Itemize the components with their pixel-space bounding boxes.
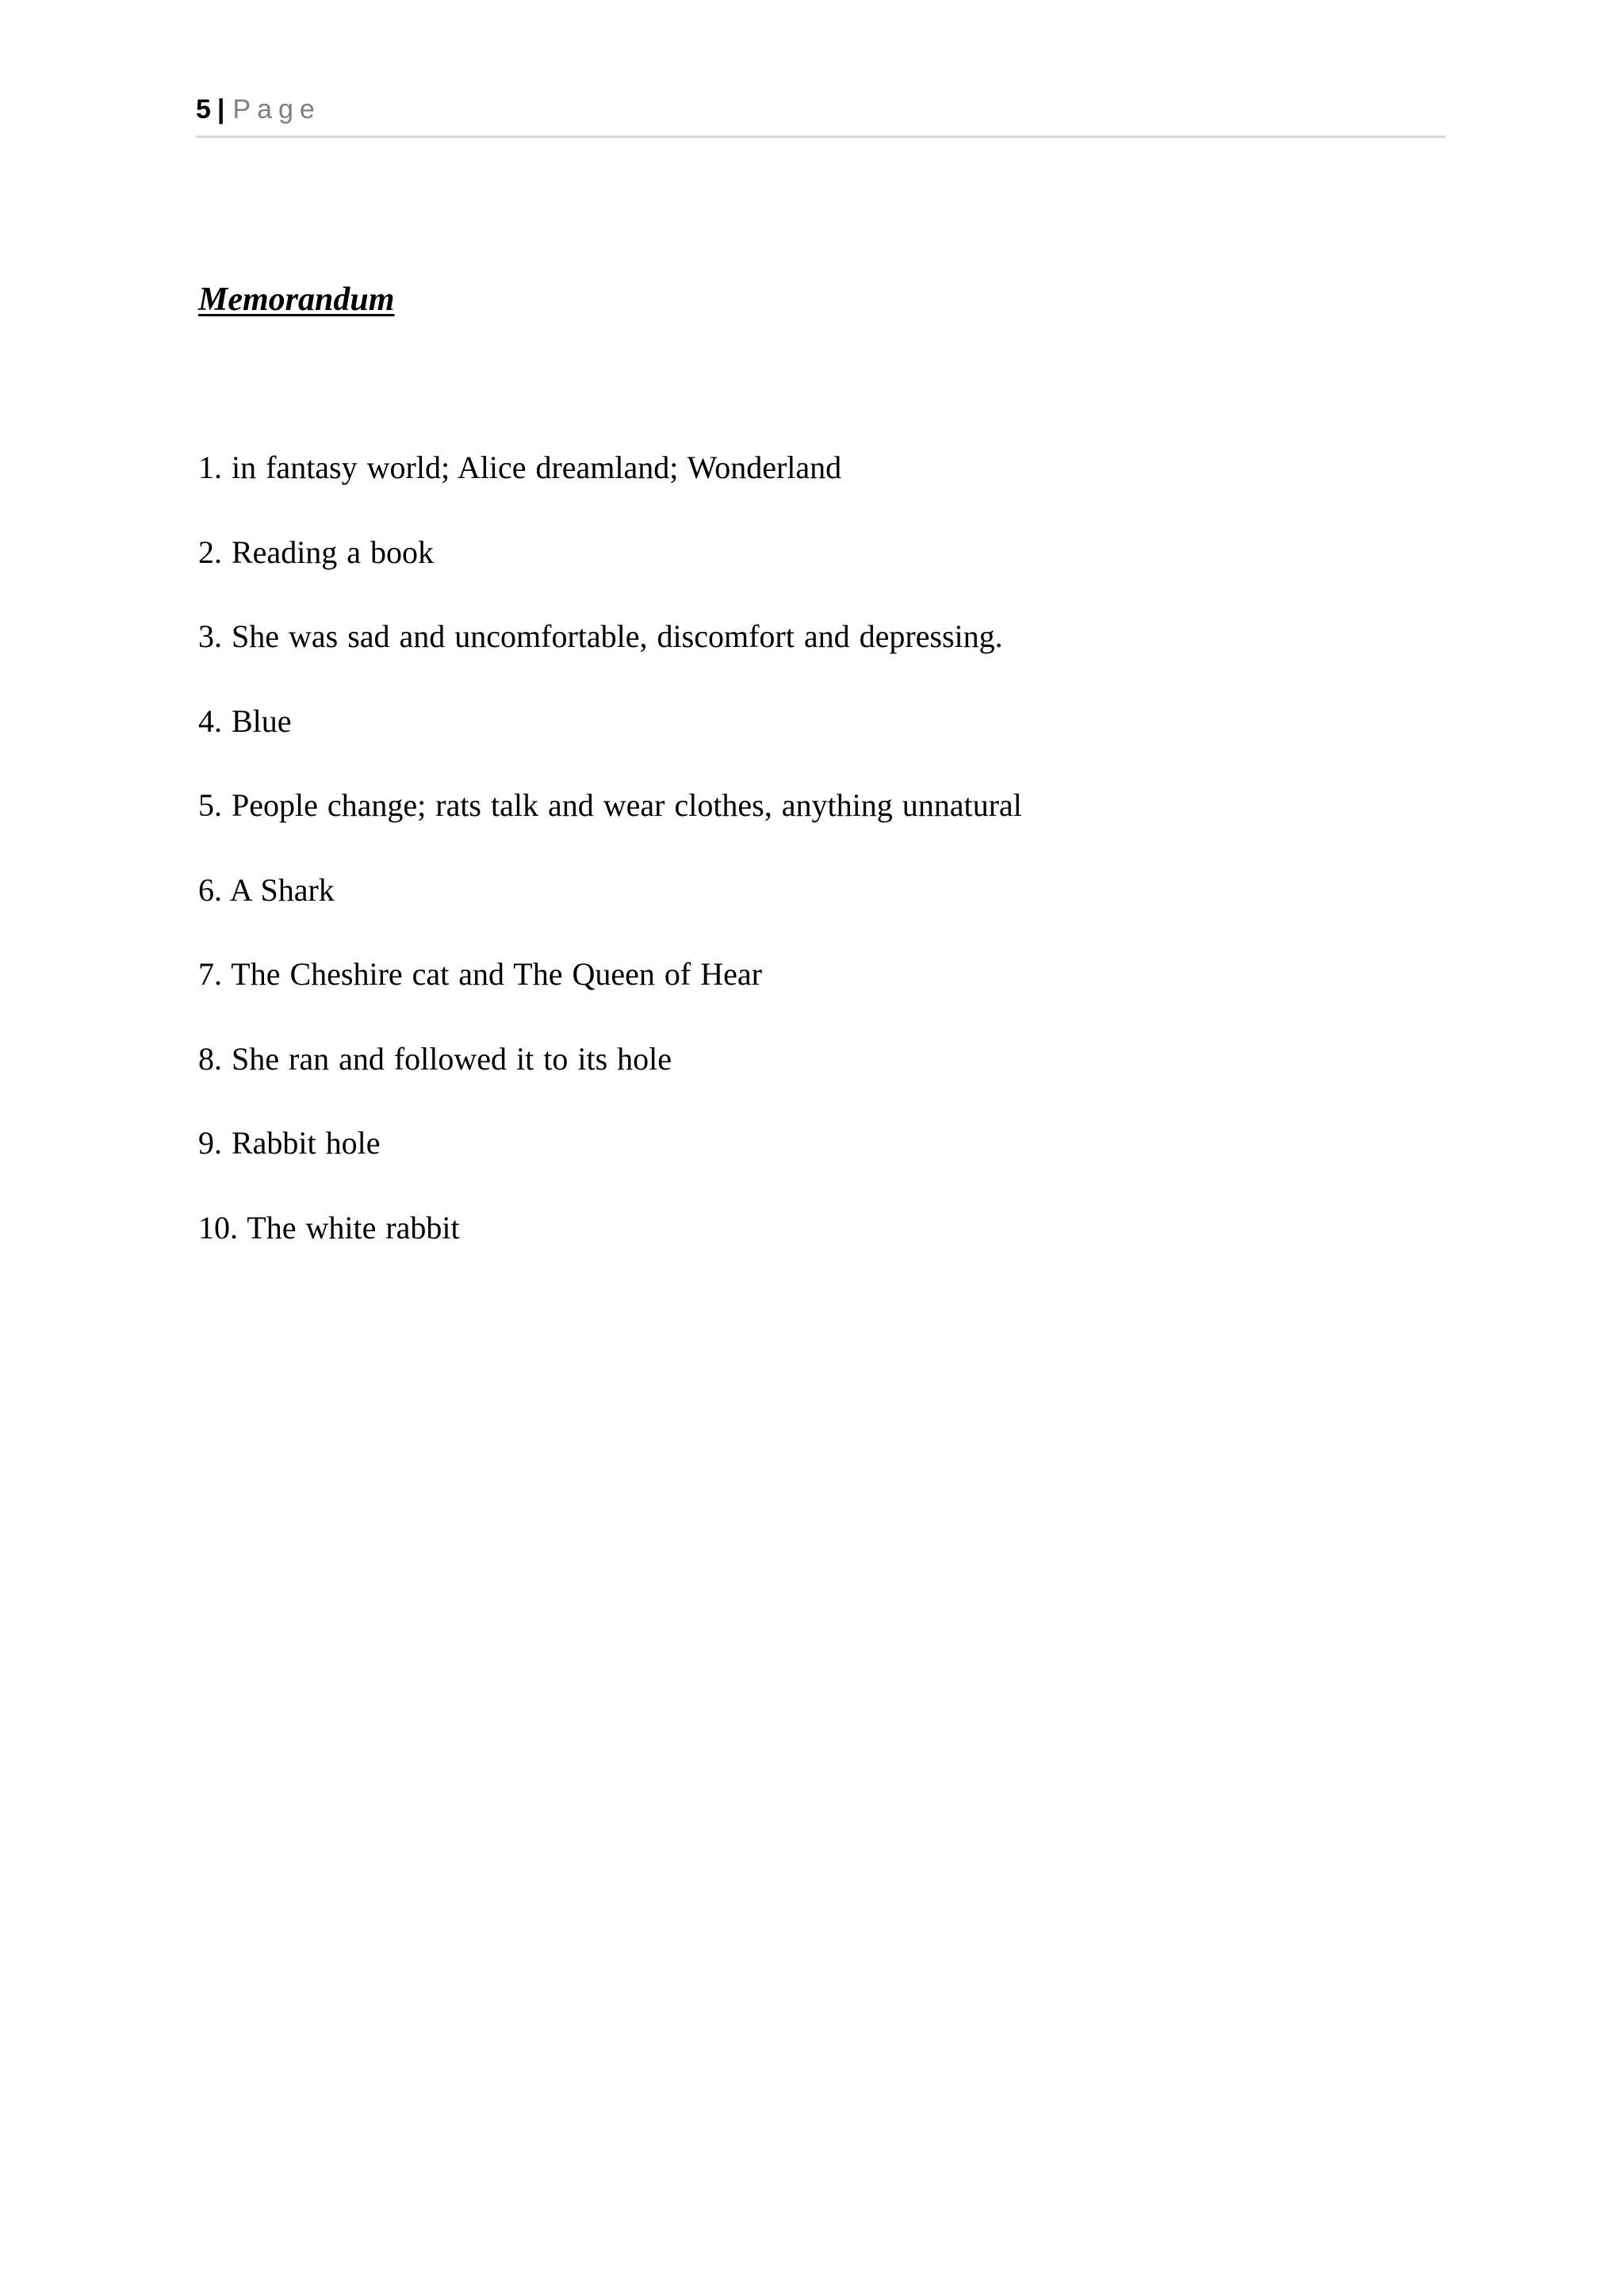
answer-item-4: 4. Blue [198,702,292,739]
answer-item-7: 7. The Cheshire cat and The Queen of Hear [198,956,762,992]
answer-item-6: 6. A Shark [198,871,335,908]
answer-item-5: 5. People change; rats talk and wear clothes, anything unnatural [198,787,1022,823]
answer-item-3: 3. She was sad and uncomfortable, discomfort and depressing. [198,618,1003,654]
page-number: 5 [196,94,211,124]
answer-list [198,446,1022,1290]
page-label: Page [232,94,321,124]
page-separator: | [216,94,225,124]
answer-item-10: 10. The white rabbit [198,1209,460,1246]
answer-item-9: 9. Rabbit hole [198,1125,381,1161]
page-header [196,94,1446,138]
answer-item-1: 1. in fantasy world; Alice dreamland; Wonderland [198,450,842,485]
answer-item-2: 2. Reading a book [198,534,435,570]
answer-item-8: 8. She ran and followed it to its hole [198,1040,672,1077]
document-title: Memorandum [198,281,395,318]
